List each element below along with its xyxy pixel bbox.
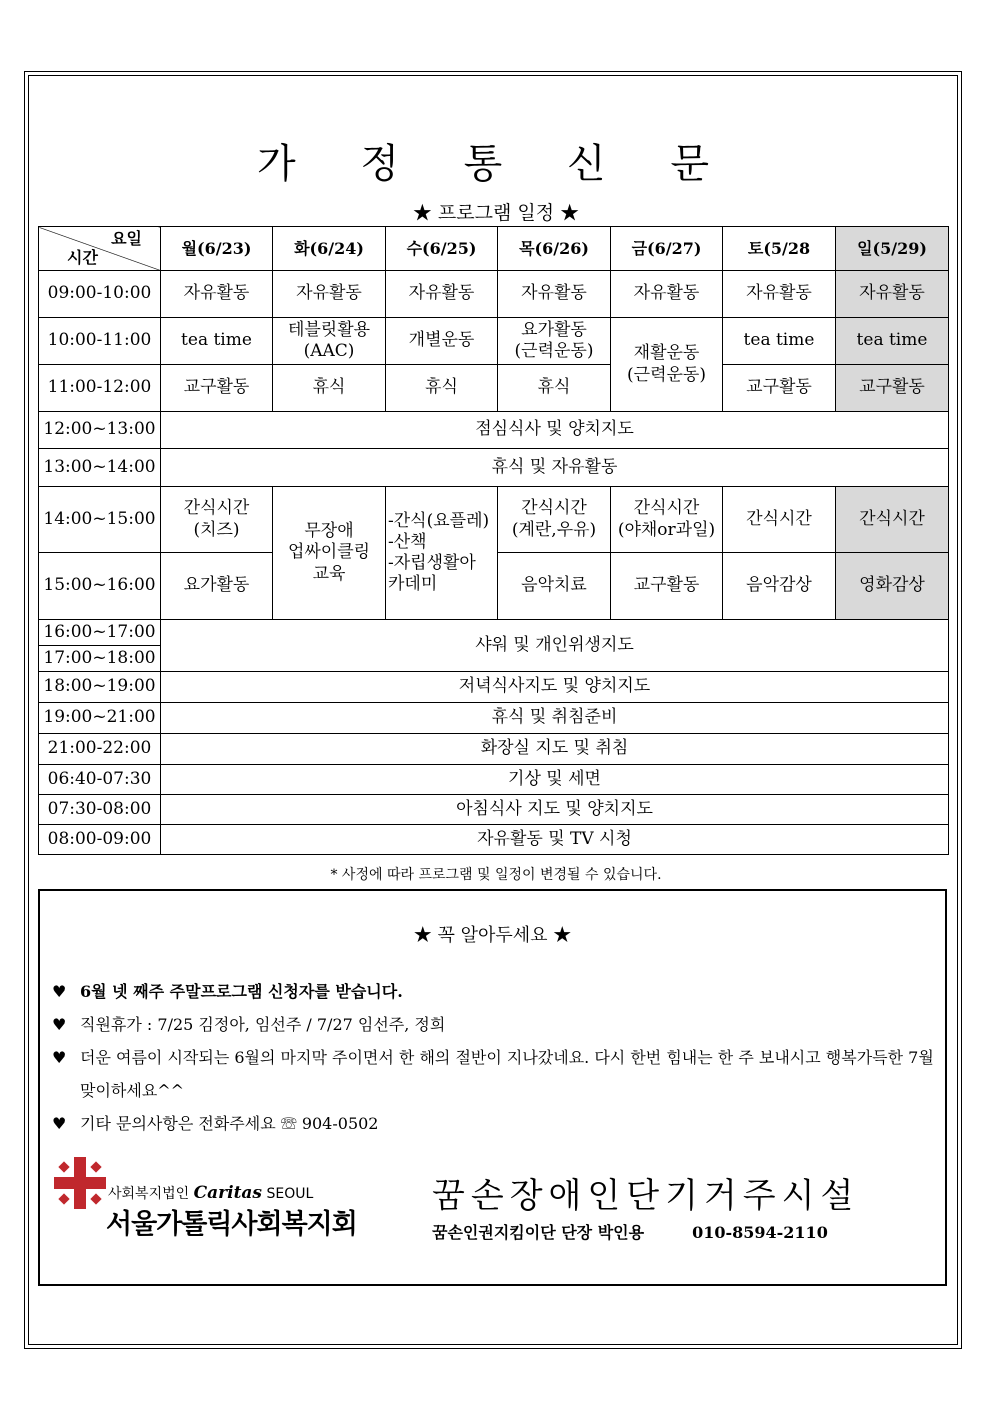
schedule-subtitle: ★ 프로그램 일정 ★ xyxy=(412,202,580,224)
header-day: 목(6/26) xyxy=(498,227,611,271)
header-day: 토(5/28 xyxy=(723,227,836,271)
activity-line: 간식시간 xyxy=(183,498,250,519)
activity-line: 테블릿활용 xyxy=(287,319,371,340)
activity-cell: 교구활동 xyxy=(161,365,273,412)
notice-item xyxy=(52,975,942,1008)
activity-cell: 기상 및 세면 xyxy=(161,765,949,795)
activity-cell xyxy=(498,487,611,553)
org-city: SEOUL xyxy=(266,1186,314,1202)
table-row xyxy=(39,703,949,734)
activity-cell: 간식시간 xyxy=(836,487,949,553)
contact-line xyxy=(432,1220,828,1243)
notice-item xyxy=(52,1041,942,1107)
table-row xyxy=(39,487,949,553)
table-row xyxy=(39,271,949,318)
table-row xyxy=(39,825,949,855)
activity-cell: 교구활동 xyxy=(611,553,723,620)
org-subtitle xyxy=(108,1183,313,1203)
time-cell: 10:00-11:00 xyxy=(39,318,161,365)
activity-line: (치즈) xyxy=(193,519,240,540)
activity-cell: 영화감상 xyxy=(836,553,949,620)
activity-line: 교육 xyxy=(312,563,346,584)
activity-cell: 휴식 xyxy=(386,365,498,412)
notice-title: ★ 꼭 알아두세요 ★ xyxy=(413,925,572,946)
time-cell: 06:40-07:30 xyxy=(39,765,161,795)
header-day: 화(6/24) xyxy=(273,227,386,271)
table-row xyxy=(39,795,949,825)
table-header-row xyxy=(39,227,949,271)
time-cell: 15:00~16:00 xyxy=(39,553,161,620)
table-row xyxy=(39,318,949,365)
activity-cell: tea time xyxy=(836,318,949,365)
table-row xyxy=(39,765,949,795)
time-cell: 08:00-09:00 xyxy=(39,825,161,855)
activity-line: 간식시간 xyxy=(633,498,700,519)
header-day: 수(6/25) xyxy=(386,227,498,271)
activity-line: -간식(요플레) xyxy=(388,510,490,531)
activity-line: 무장애 xyxy=(304,521,354,542)
activity-line: 간식시간 xyxy=(521,498,587,519)
org-prefix: 사회복지법인 xyxy=(108,1186,190,1202)
time-cell: 17:00~18:00 xyxy=(39,646,161,672)
activity-line: 재활운동 xyxy=(633,343,700,364)
table-row xyxy=(39,365,949,412)
heart-bullet-icon: ♥ xyxy=(52,1114,67,1133)
time-cell: 13:00~14:00 xyxy=(39,449,161,487)
activity-cell xyxy=(611,487,723,553)
activity-cell: 자유활동 xyxy=(836,271,949,318)
activity-cell: 휴식 및 취침준비 xyxy=(161,703,949,734)
activity-cell xyxy=(498,318,611,365)
header-day-label: 요일 xyxy=(111,229,142,248)
time-cell: 19:00~21:00 xyxy=(39,703,161,734)
activity-cell: 자유활동 xyxy=(723,271,836,318)
activity-cell: 자유활동 xyxy=(386,271,498,318)
activity-cell: 음악치료 xyxy=(498,553,611,620)
activity-cell: 샤워 및 개인위생지도 xyxy=(161,620,949,672)
notice-text: 직원휴가 : 7/25 김정아, 임선주 / 7/27 임선주, 정희 xyxy=(80,1015,446,1034)
table-row xyxy=(39,449,949,487)
activity-cell: 자유활동 xyxy=(273,271,386,318)
activity-cell: 교구활동 xyxy=(723,365,836,412)
activity-cell xyxy=(611,318,723,412)
table-row xyxy=(39,412,949,449)
contact-name: 꿈손인권지킴이단 단장 박인용 xyxy=(432,1223,645,1242)
header-time-label: 시간 xyxy=(67,248,98,267)
table-row xyxy=(39,734,949,765)
org-name: 서울가톨릭사회복지회 xyxy=(106,1209,357,1240)
heart-bullet-icon: ♥ xyxy=(52,1015,67,1034)
activity-cell: 휴식 및 자유활동 xyxy=(161,449,949,487)
caritas-logo-icon xyxy=(50,1153,110,1213)
schedule-table xyxy=(38,226,949,855)
activity-cell: 개별운동 xyxy=(386,318,498,365)
heart-bullet-icon: ♥ xyxy=(52,982,67,1001)
activity-cell: 휴식 xyxy=(498,365,611,412)
activity-cell: 교구활동 xyxy=(836,365,949,412)
activity-cell: 자유활동 xyxy=(498,271,611,318)
notice-list xyxy=(52,975,942,1140)
activity-line: 업싸이클링 xyxy=(287,542,371,563)
activity-cell xyxy=(386,487,498,620)
activity-line: 요가활동 xyxy=(521,319,587,340)
facility-name: 꿈손장애인단기거주시설 xyxy=(432,1176,860,1216)
header-corner xyxy=(39,227,161,271)
activity-cell: tea time xyxy=(161,318,273,365)
time-cell: 12:00~13:00 xyxy=(39,412,161,449)
activity-line: (근력운동) xyxy=(514,341,594,361)
activity-line: -자립생활아 xyxy=(388,553,476,573)
time-cell: 14:00~15:00 xyxy=(39,487,161,553)
activity-cell: 자유활동 xyxy=(611,271,723,318)
header-day: 일(5/29) xyxy=(836,227,949,271)
activity-line: 카데미 xyxy=(388,574,438,595)
activity-cell xyxy=(273,487,386,620)
activity-cell: 자유활동 xyxy=(161,271,273,318)
notice-text: 기타 문의사항은 전화주세요 ☏ 904-0502 xyxy=(80,1114,379,1133)
activity-cell: tea time xyxy=(723,318,836,365)
activity-cell: 간식시간 xyxy=(723,487,836,553)
header-day: 월(6/23) xyxy=(161,227,273,271)
activity-line: (야채or과일) xyxy=(617,519,716,540)
table-row xyxy=(39,672,949,703)
time-cell: 18:00~19:00 xyxy=(39,672,161,703)
activity-cell: 음악감상 xyxy=(723,553,836,620)
time-cell: 09:00-10:00 xyxy=(39,271,161,318)
page-title: 가 정 통 신 문 xyxy=(256,141,736,187)
activity-cell: 저녁식사지도 및 양치지도 xyxy=(161,672,949,703)
activity-line: (근력운동) xyxy=(627,364,706,385)
time-cell: 21:00-22:00 xyxy=(39,734,161,765)
activity-cell: 점심식사 및 양치지도 xyxy=(161,412,949,449)
heart-bullet-icon: ♥ xyxy=(52,1048,67,1067)
activity-cell: 화장실 지도 및 취침 xyxy=(161,734,949,765)
table-row xyxy=(39,620,949,646)
activity-cell: 아침식사 지도 및 양치지도 xyxy=(161,795,949,825)
activity-line: (AAC) xyxy=(303,341,355,361)
org-brand: Caritas xyxy=(193,1183,263,1203)
activity-line: -산책 xyxy=(388,531,427,552)
notice-item xyxy=(52,1107,942,1140)
notice-text: 6월 넷 째주 주말프로그램 신청자를 받습니다. xyxy=(80,982,403,1001)
activity-cell: 요가활동 xyxy=(161,553,273,620)
activity-line: (계란,우유) xyxy=(511,519,597,540)
notice-item xyxy=(52,1008,942,1041)
header-day: 금(6/27) xyxy=(611,227,723,271)
activity-cell xyxy=(161,487,273,553)
activity-cell: 자유활동 및 TV 시청 xyxy=(161,825,949,855)
notice-text: 더운 여름이 시작되는 6월의 마지막 주이면서 한 해의 절반이 지나갔네요. 다시 한번 힘내는 한 주 보내시고 행복가득한 7월 맞이하세요^^ xyxy=(80,1048,934,1100)
time-cell: 16:00~17:00 xyxy=(39,620,161,646)
time-cell: 11:00-12:00 xyxy=(39,365,161,412)
time-cell: 07:30-08:00 xyxy=(39,795,161,825)
contact-phone: 010-8594-2110 xyxy=(692,1223,828,1242)
activity-cell: 휴식 xyxy=(273,365,386,412)
activity-cell xyxy=(273,318,386,365)
schedule-change-note: * 사정에 따라 프로그램 및 일정이 변경될 수 있습니다. xyxy=(330,867,662,883)
